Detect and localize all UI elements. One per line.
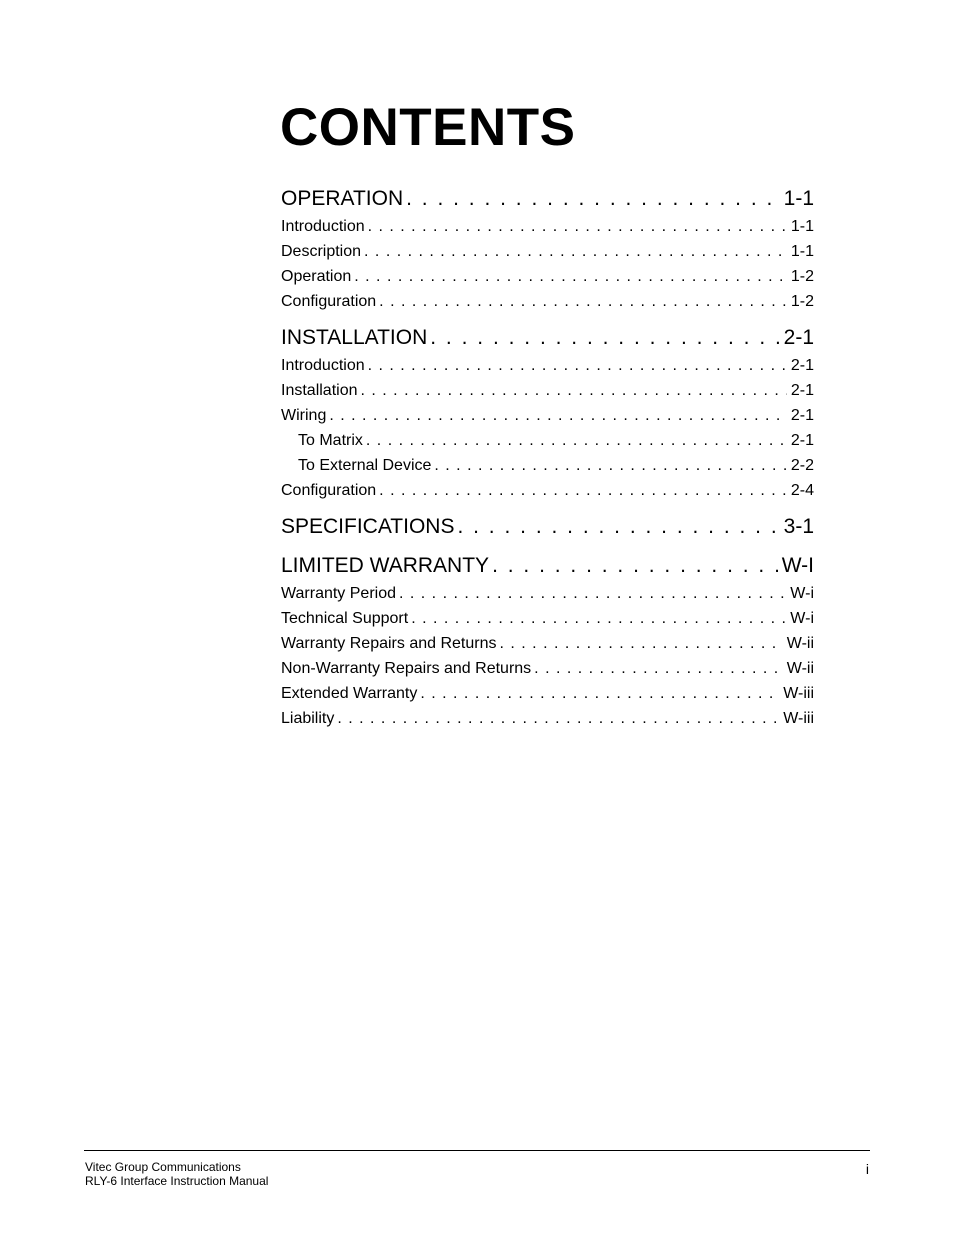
dot-leader [399, 581, 786, 606]
toc-section-operation [281, 184, 814, 314]
dot-leader [500, 631, 783, 656]
toc-entry-page: W-iii [783, 710, 814, 727]
toc-entry-page: 2-1 [790, 382, 814, 399]
toc-heading-label: OPERATION [281, 187, 404, 210]
dot-leader [329, 403, 787, 428]
toc-entry-label: Description [281, 243, 362, 260]
toc-entry-page: 1-1 [790, 243, 814, 260]
toc-heading-page: 1-1 [783, 187, 814, 210]
toc-entry-label: Introduction [281, 218, 365, 235]
toc-entry-label: Warranty Period [281, 585, 396, 602]
toc-heading-label: LIMITED WARRANTY [281, 554, 490, 577]
dot-leader [366, 428, 787, 453]
dot-leader [457, 512, 779, 542]
toc-heading-label: INSTALLATION [281, 326, 428, 349]
toc-entry-label: Installation [281, 382, 358, 399]
dot-leader [434, 453, 786, 478]
dot-leader [354, 264, 787, 289]
toc-entry-label: Configuration [281, 482, 377, 499]
toc-entry-page: 2-2 [790, 457, 814, 474]
dot-leader [368, 353, 787, 378]
toc-entry[interactable] [281, 378, 814, 403]
dot-leader [364, 239, 787, 264]
toc-entry[interactable] [281, 581, 814, 606]
toc-entry-label: Extended Warranty [281, 685, 418, 702]
toc-entry[interactable] [281, 214, 814, 239]
dot-leader [411, 606, 786, 631]
toc-heading-label: SPECIFICATIONS [281, 515, 455, 538]
toc-heading-operation[interactable] [281, 184, 814, 214]
toc-entry[interactable] [281, 264, 814, 289]
footer-divider [84, 1150, 870, 1151]
toc-entry[interactable] [281, 706, 814, 731]
toc-entry-label: To External Device [298, 457, 432, 474]
footer-company: Vitec Group Communications [85, 1160, 241, 1174]
toc-entry-label: To Matrix [298, 432, 363, 449]
toc-subentry[interactable] [281, 453, 814, 478]
toc-entry[interactable] [281, 606, 814, 631]
toc-entry-label: Operation [281, 268, 352, 285]
dot-leader [379, 289, 787, 314]
toc-heading-installation[interactable] [281, 323, 814, 353]
toc-entry-page: W-iii [783, 685, 814, 702]
dot-leader [368, 214, 787, 239]
toc-entry[interactable] [281, 353, 814, 378]
toc-entry-page: 2-4 [790, 482, 814, 499]
toc-entry[interactable] [281, 656, 814, 681]
dot-leader [361, 378, 787, 403]
dot-leader [379, 478, 787, 503]
toc-entry-page: W-ii [786, 635, 814, 652]
toc-entry-label: Wiring [281, 407, 327, 424]
toc-entry-page: 2-1 [790, 407, 814, 424]
toc-entry[interactable] [281, 681, 814, 706]
toc-entry-label: Warranty Repairs and Returns [281, 635, 497, 652]
toc-entry[interactable] [281, 239, 814, 264]
toc-entry-page: 2-1 [790, 357, 814, 374]
dot-leader [420, 681, 779, 706]
toc-entry-page: 1-1 [790, 218, 814, 235]
toc-section-installation [281, 323, 814, 503]
dot-leader [337, 706, 779, 731]
toc-entry-label: Non-Warranty Repairs and Returns [281, 660, 532, 677]
toc-entry-page: W-i [790, 610, 814, 627]
toc-entry-label: Technical Support [281, 610, 409, 627]
toc-heading-page: 2-1 [783, 326, 814, 349]
toc-heading-page: W-I [781, 554, 814, 577]
footer-manual-title: RLY-6 Interface Instruction Manual [85, 1174, 269, 1188]
dot-leader [406, 184, 780, 214]
toc-entry-page: W-ii [786, 660, 814, 677]
toc-section-specifications [281, 512, 814, 542]
footer-info [85, 1160, 268, 1188]
toc-entry[interactable] [281, 289, 814, 314]
toc-entry-label: Configuration [281, 293, 377, 310]
toc-entry-page: 2-1 [790, 432, 814, 449]
dot-leader [430, 323, 779, 353]
toc-entry-page: 1-2 [790, 293, 814, 310]
toc-entry-page: W-i [790, 585, 814, 602]
toc-section-limited-warranty [281, 551, 814, 731]
toc-entry[interactable] [281, 631, 814, 656]
toc-entry[interactable] [281, 403, 814, 428]
toc-entry-label: Liability [281, 710, 335, 727]
toc-entry[interactable] [281, 478, 814, 503]
dot-leader [492, 551, 778, 581]
toc-heading-page: 3-1 [783, 515, 814, 538]
toc-subentry[interactable] [281, 428, 814, 453]
toc-heading-specifications[interactable] [281, 512, 814, 542]
dot-leader [534, 656, 783, 681]
page-title: CONTENTS [280, 98, 576, 157]
toc-entry-label: Introduction [281, 357, 365, 374]
toc-heading-limited-warranty[interactable] [281, 551, 814, 581]
footer-page-number: i [865, 1161, 869, 1177]
table-of-contents [281, 184, 814, 740]
toc-entry-page: 1-2 [790, 268, 814, 285]
